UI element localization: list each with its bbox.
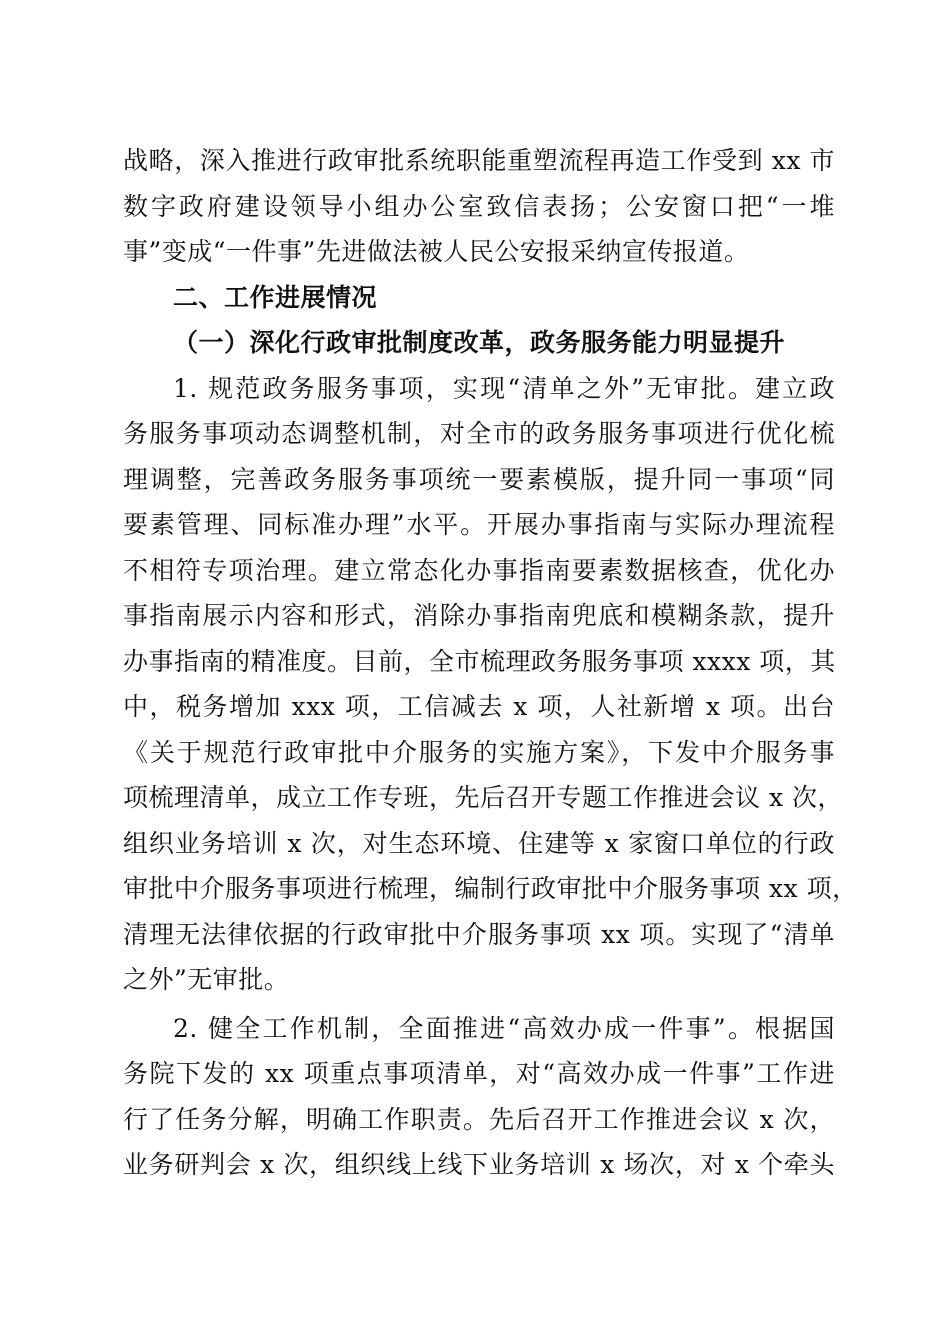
text-line: 项梳理清单，成立工作专班，先后召开专题工作推进会议 x 次， xyxy=(123,783,843,812)
paragraph-1 xyxy=(123,366,858,1003)
paragraph-2 xyxy=(123,1006,835,1188)
document-page xyxy=(123,138,858,1188)
text-line: 办事指南的精准度。目前，全市梳理政务服务事项 xxxx 项，其 xyxy=(123,646,836,676)
text-line: 战略，深入推进行政审批系统职能重塑流程再造工作受到 xx 市 xyxy=(123,146,835,175)
text-line: 2. 健全工作机制，全面推进“高效办成一件事”。根据国 xyxy=(173,1013,835,1043)
text-line: 1. 规范政务服务事项，实现“清单之外”无审批。建立政 xyxy=(173,373,835,403)
intro-paragraph xyxy=(123,138,835,275)
text-line: 业务研判会 x 次，组织线上线下业务培训 x 场次，对 x 个牵头 xyxy=(123,1150,835,1179)
text-line: 要素管理、同标准办理”水平。开展办事指南与实际办理流程 xyxy=(123,510,835,539)
text-line: 理调整，完善政务服务事项统一要素模版，提升同一事项“同 xyxy=(123,464,835,494)
text-line: 《关于规范行政审批中介服务的实施方案》，下发中介服务事 xyxy=(123,737,835,767)
text-line: 务院下发的 xx 项重点事项清单，对“高效办成一件事”工作进 xyxy=(123,1059,835,1088)
section-heading: 二、工作进展情况 xyxy=(173,282,378,312)
text-line: 行了任务分解，明确工作职责。先后召开工作推进会议 x 次， xyxy=(123,1104,835,1134)
text-line: 中，税务增加 xxx 项，工信减去 x 项，人社新增 x 项。出台 xyxy=(123,692,835,721)
text-line: 事”变成“一件事”先进做法被人民公安报采纳宣传报道。 xyxy=(123,237,750,266)
text-line: 事指南展示内容和形式，消除办事指南兜底和模糊条款，提升 xyxy=(123,601,835,630)
text-line: 组织业务培训 x 次，对生态环境、住建等 x 家窗口单位的行政 xyxy=(123,828,835,858)
subsection-heading: （一）深化行政审批制度改革，政务服务能力明显提升 xyxy=(173,328,786,357)
text-line: 不相符专项治理。建立常态化办事指南要素数据核查，优化办 xyxy=(123,555,835,585)
text-line: 清理无法律依据的行政审批中介服务事项 xx 项。实现了“清单 xyxy=(123,919,835,949)
text-line: 之外”无审批。 xyxy=(123,965,290,994)
text-line: 审批中介服务事项进行梳理，编制行政审批中介服务事项 xx 项， xyxy=(123,874,858,903)
text-line: 数字政府建设领导小组办公室致信表扬；公安窗口把“一堆 xyxy=(123,191,835,221)
text-line: 务服务事项动态调整机制，对全市的政务服务事项进行优化梳 xyxy=(123,419,835,448)
